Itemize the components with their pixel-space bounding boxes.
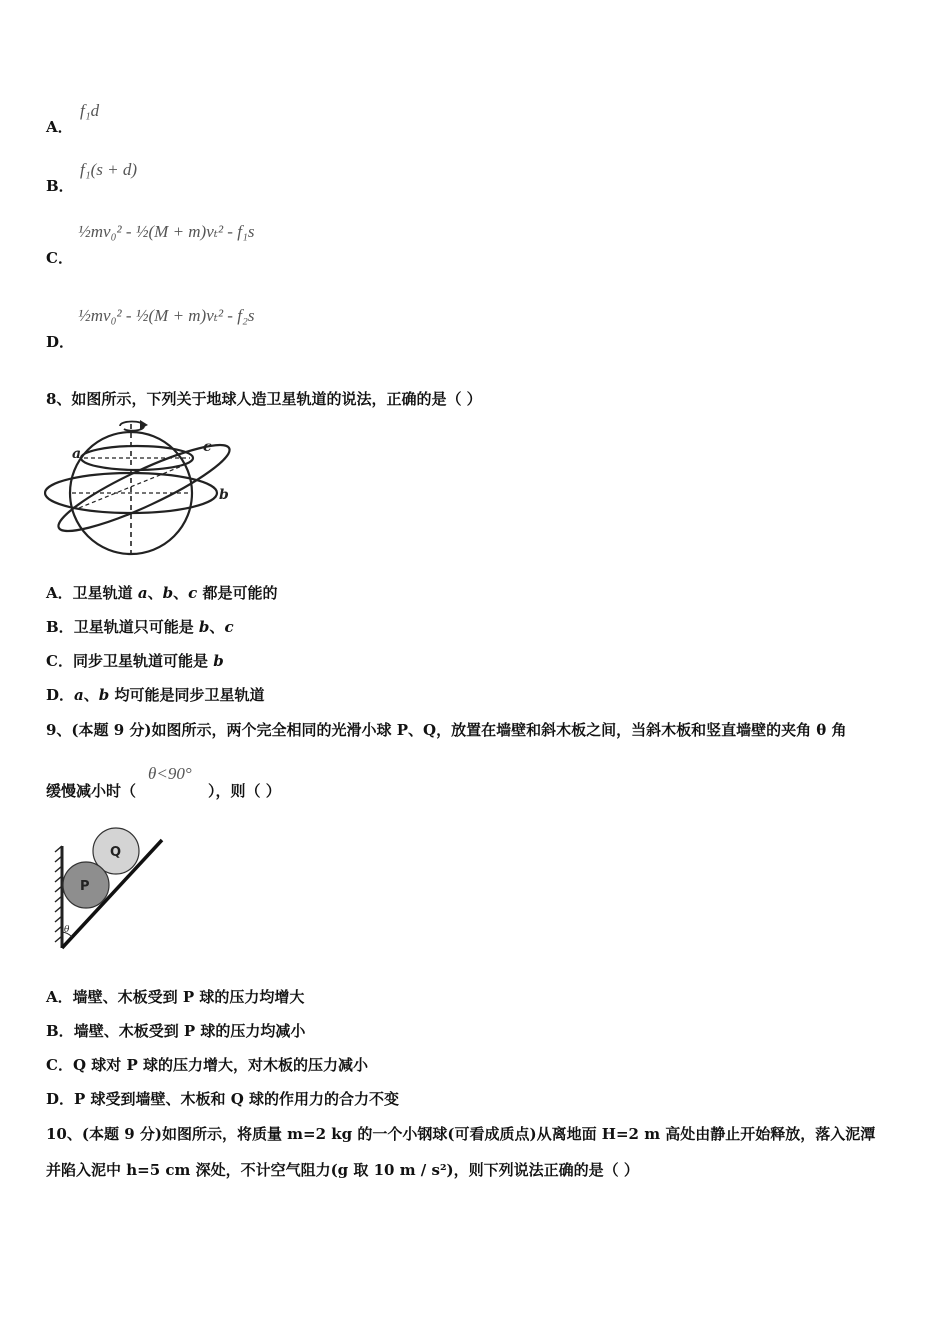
q7-option-c-formula <box>78 222 254 242</box>
q7-option-b-formula <box>80 160 137 180</box>
q9-option-d <box>46 1088 399 1109</box>
q7-option-d-formula <box>78 306 254 326</box>
q9-option-c-label: C． <box>46 1056 73 1074</box>
q7-option-b-expr: f₁(s + d) <box>80 160 138 179</box>
q8-option-a-post: 都是可能的 <box>197 584 278 602</box>
q8-stem: 8、如图所示，下列关于地球人造卫星轨道的说法，正确的是（ ） <box>46 390 482 408</box>
q9-stem-line2-pre: 缓慢减小时（ <box>46 782 137 800</box>
q8-option-d-label: D． <box>46 686 75 704</box>
q9-option-b-label: B． <box>46 1022 74 1040</box>
q9-angle-condition: θ<90° <box>148 764 192 783</box>
theta-label: θ <box>64 925 70 935</box>
q9-stem-line1: 9、(本题 9 分)如图所示，两个完全相同的光滑小球 P、Q，放置在墙壁和斜木板之间，当斜木板和竖直墙壁的夹角 θ 角 <box>46 721 847 739</box>
q8-option-a-var3: c <box>188 584 198 602</box>
orbit-a-label: a <box>72 446 82 462</box>
q9-option-a-text: 墙壁、木板受到 P 球的压力均增大 <box>72 988 305 1006</box>
q7-option-d-label: D． <box>46 333 75 351</box>
ball-incline-figure <box>52 822 172 954</box>
ball-q-label: Q <box>110 845 122 860</box>
orbit-c-label: c <box>203 439 212 455</box>
q9-option-b <box>46 1020 305 1041</box>
q8-option-b-sep1: 、 <box>209 618 225 636</box>
q7-option-b-label: B． <box>46 177 74 195</box>
q9-option-b-text: 墙壁、木板受到 P 球的压力均减小 <box>73 1022 306 1040</box>
q8-option-c-var1: b <box>213 652 224 670</box>
q8-option-d-sep1: 、 <box>83 686 99 704</box>
q7-option-a-formula <box>80 101 99 121</box>
q8-option-d-var1: a <box>74 686 84 704</box>
q9-option-a-label: A． <box>46 988 73 1006</box>
q9-option-d-label: D． <box>46 1090 75 1108</box>
q8-option-b-pre: 卫星轨道只可能是 <box>73 618 199 636</box>
q8-option-a <box>46 582 278 603</box>
q9-option-c <box>46 1054 368 1075</box>
q8-option-d-var2: b <box>98 686 110 704</box>
q9-stem-line2-post: ），则（ ） <box>208 782 281 800</box>
q8-option-b-var1: b <box>198 618 210 636</box>
q8-option-c-pre: 同步卫星轨道可能是 <box>72 652 214 670</box>
q8-option-a-sep2: 、 <box>173 584 189 602</box>
q8-option-c-label: C． <box>46 652 73 670</box>
q8-option-c <box>46 650 224 671</box>
q8-option-a-pre: 卫星轨道 <box>72 584 138 602</box>
q7-option-a-label: A． <box>46 118 73 136</box>
q7-option-d-expr: ½mv₀² - ½(M + m)vₜ² - f₂s <box>78 306 255 325</box>
q8-option-b-var2: c <box>224 618 234 636</box>
q7-option-a-expr: f₁d <box>80 101 100 120</box>
q8-option-b <box>46 616 234 637</box>
orbit-b-label: b <box>219 487 229 503</box>
ball-p-label: P <box>80 879 90 894</box>
q8-option-b-label: B． <box>46 618 74 636</box>
q7-option-c-label: C． <box>46 249 73 267</box>
q8-option-d-post: 均可能是同步卫星轨道 <box>109 686 265 704</box>
q10-stem-line2: 并陷入泥中 h=5 cm 深处，不计空气阻力(g 取 10 m / s²)，则下列说法正确的是（ ） <box>46 1161 639 1179</box>
q8-option-a-sep1: 、 <box>147 584 163 602</box>
q8-option-a-label: A． <box>46 584 73 602</box>
q10-stem-line1: 10、(本题 9 分)如图所示，将质量 m=2 kg 的一个小钢球(可看成质点)从离地面 H=2 m 高处由静止开始释放，落入泥潭 <box>46 1125 876 1143</box>
q9-option-c-text: Q 球对 P 球的压力增大，对木板的压力减小 <box>72 1056 368 1074</box>
q8-option-d <box>46 684 265 705</box>
q8-option-a-var1: a <box>137 584 148 602</box>
q8-option-a-var2: b <box>162 584 174 602</box>
q9-option-a <box>46 986 304 1007</box>
q9-option-d-text: P 球受到墙壁、木板和 Q 球的作用力的合力不变 <box>74 1090 400 1108</box>
satellite-orbit-figure <box>44 416 234 556</box>
q7-option-c-expr: ½mv₀² - ½(M + m)vₜ² - f₁s <box>78 222 255 241</box>
